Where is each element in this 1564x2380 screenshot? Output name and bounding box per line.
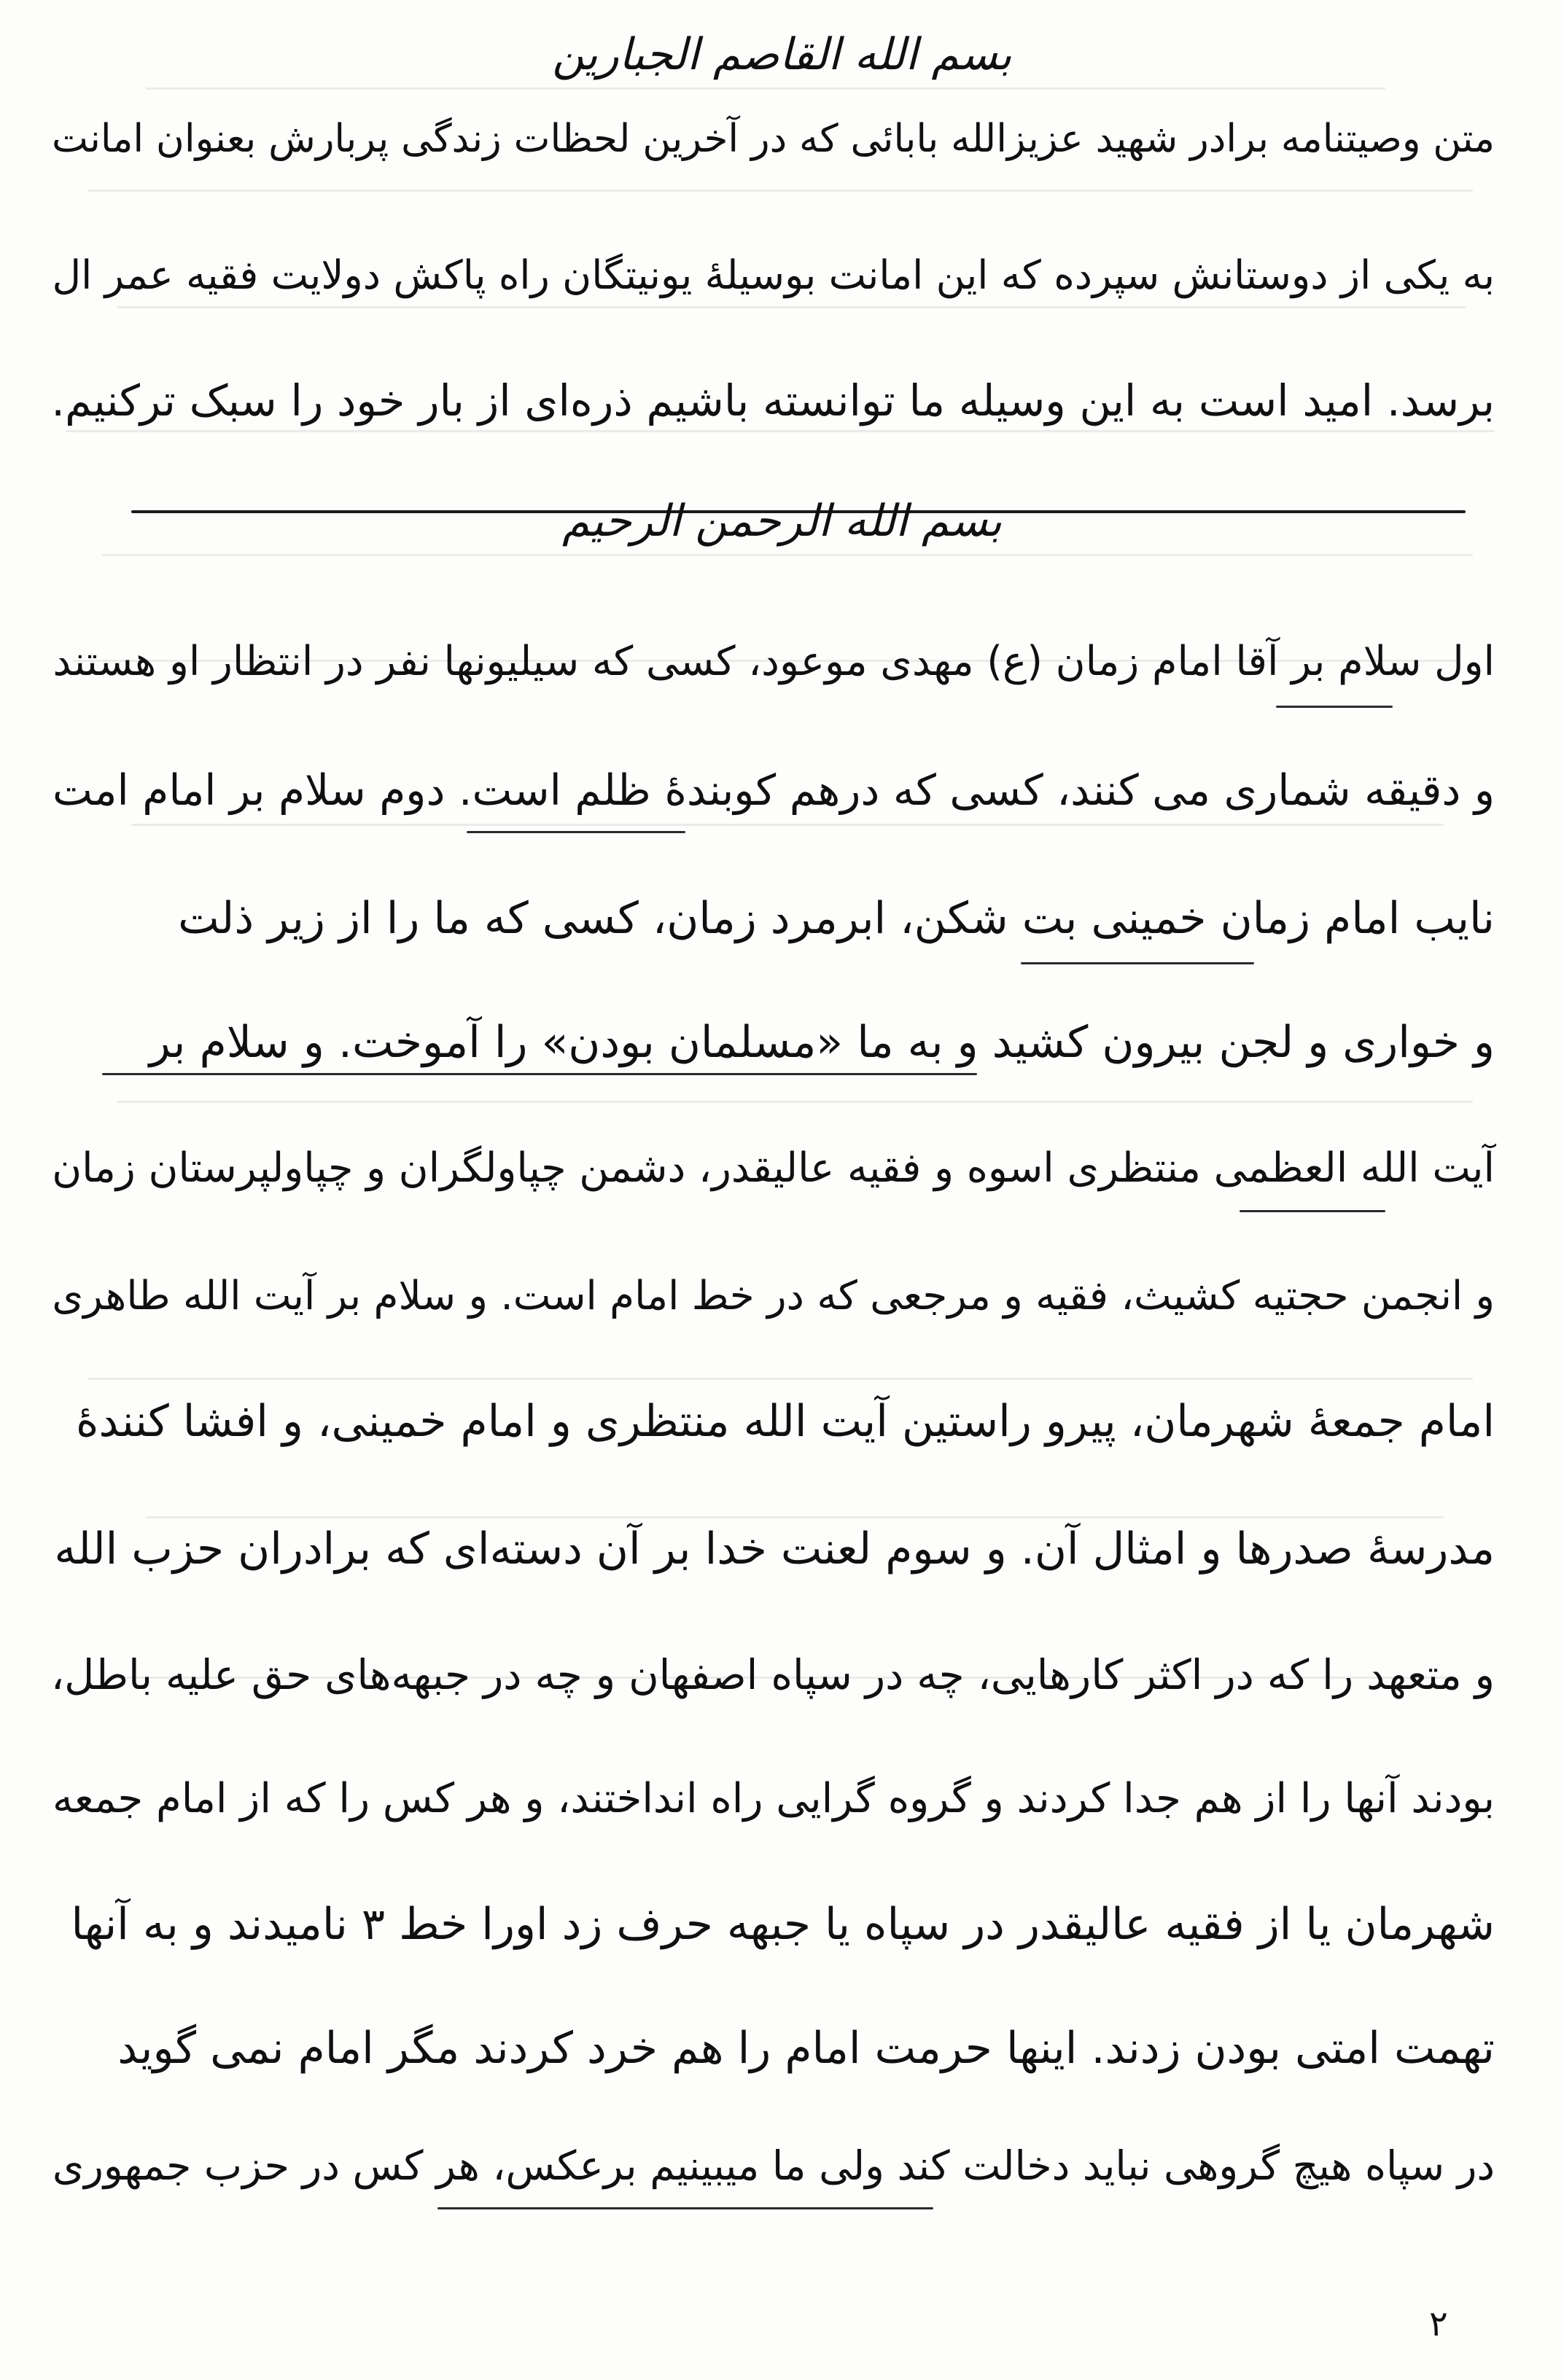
body-line-3: نایب امام زمان خمینی بت شکن، ابرمرد زمان، کسی که ما را از زیر ذلت [178, 893, 1495, 944]
header-basmala: بسم الله القاصم الجبارین [552, 29, 1012, 80]
body-line-13: در سپاه هیچ گروهی نباید دخالت کند ولی ما میبینیم برعکس، هر کس در حزب جمهوری [52, 2143, 1495, 2190]
body-line-9: و متعهد را که در اکثر کارهایی، چه در سپاه اصفهان و چه در جبهه‌های حق علیه باطل، [50, 1651, 1495, 1699]
underline-stroke [102, 1073, 977, 1075]
page-corner-mark: ۲ [1429, 2303, 1448, 2344]
underline-stroke [437, 2207, 933, 2209]
underline-stroke [1021, 962, 1254, 964]
bleed-through-line [146, 1516, 1444, 1518]
bleed-through-line [117, 1101, 1473, 1103]
body-line-1: اول سلام بر آقا امام زمان (ع) مهدی موعود، کسی که سیلیونها نفر در انتظار او هستند [52, 638, 1495, 685]
body-line-4: و خواری و لجن بیرون کشید و به ما «مسلمان بودن» را آموخت. و سلام بر [149, 1017, 1495, 1068]
preface-line-1: متن وصیتنامه برادر شهید عزیزالله بابائی که در آخرین لحظات زندگی پربارش بعنوان امانت [52, 117, 1495, 161]
bleed-through-line [87, 1378, 1473, 1380]
underline-stroke [1240, 1210, 1385, 1212]
bleed-through-line [131, 824, 1444, 826]
body-line-10: بودند آنها را از هم جدا کردند و گروه گرایی راه انداختند، و هر کس را که از امام جمعه [52, 1775, 1495, 1822]
bleed-through-line [146, 87, 1385, 90]
bleed-through-line [87, 190, 1473, 192]
bleed-through-line [102, 554, 1473, 556]
body-line-7: امام جمعهٔ شهرمان، پیرو راستین آیت الله منتظری و امام خمینی، و افشا کنندهٔ [76, 1396, 1495, 1447]
body-line-12: تهمت امتی بودن زدند. اینها حرمت امام را هم خرد کردند مگر امام نمی گوید [117, 2023, 1495, 2074]
section-basmala: بسم الله الرحمن الرحیم [561, 496, 1003, 547]
preface-line-3: برسد. امید است به این وسیله ما توانسته باشیم ذره‌ای از بار خود را سبک ترکنیم. [51, 375, 1495, 426]
body-line-8: مدرسهٔ صدرها و امثال آن. و سوم لعنت خدا بر آن دسته‌ای که برادران حزب الله [54, 1523, 1495, 1575]
body-line-6: و انجمن حجتیه کشیث، فقیه و مرجعی که در خط امام است. و سلام بر آیت الله طاهری [52, 1272, 1495, 1319]
body-line-2: و دقیقه شماری می کنند، کسی که درهم کوبندهٔ ظلم است. دوم سلام بر امام امت [52, 765, 1495, 815]
body-line-5: آیت الله العظمی منتظری اسوه و فقیه عالیقدر، دشمن چپاولگران و چپاولپرستان زمان [52, 1144, 1495, 1192]
bleed-through-line [117, 306, 1466, 308]
preface-line-2: به یکی از دوستانش سپرده که این امانت بوسیلهٔ یونیتگان راه پاکش دولایت فقیه عمر ال [52, 251, 1495, 298]
bleed-through-line [66, 430, 1495, 432]
underline-stroke [467, 831, 685, 833]
body-line-11: شهرمان یا از فقیه عالیقدر در سپاه یا جبهه حرف زد اورا خط ۳ نامیدند و به آنها [71, 1899, 1495, 1950]
underline-stroke [1276, 706, 1393, 708]
